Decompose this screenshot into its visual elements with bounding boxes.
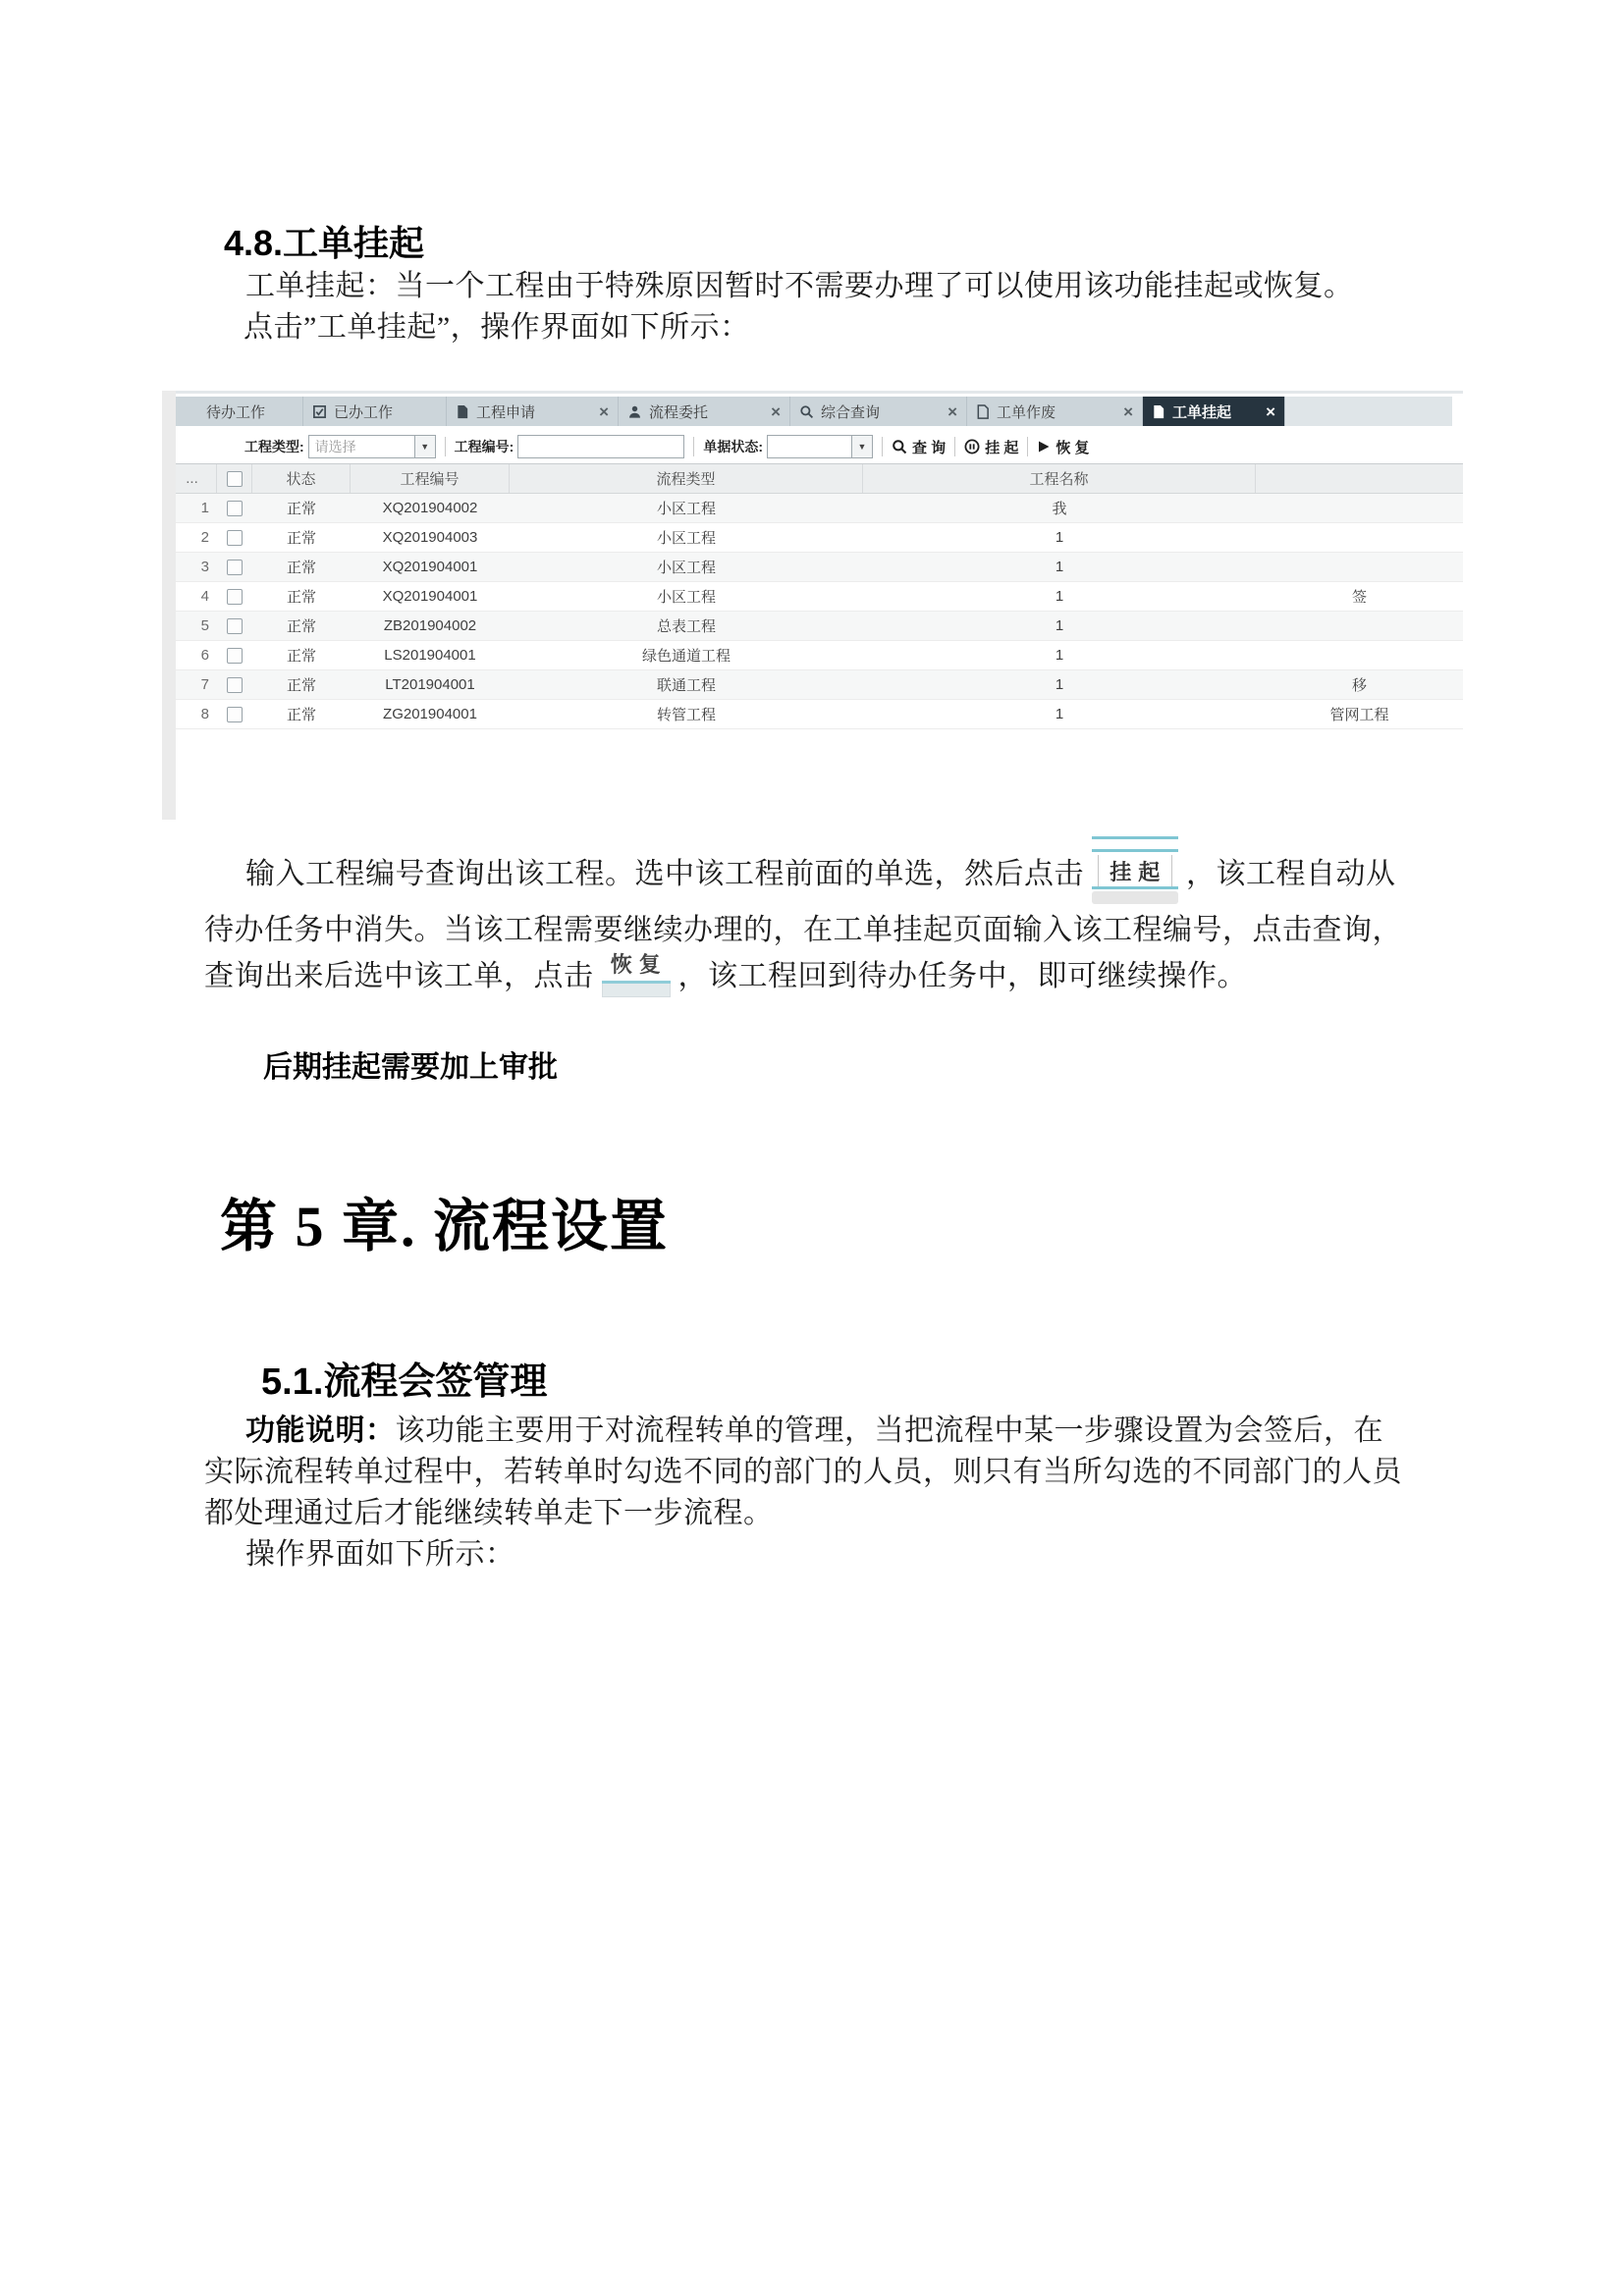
header-ellipsis: ... (176, 464, 217, 493)
row-number: 5 (200, 617, 209, 634)
tab-done-work[interactable] (303, 397, 447, 426)
close-icon[interactable]: × (947, 401, 957, 421)
screenshot-top-border (176, 391, 1463, 394)
row-checkbox-cell (217, 618, 252, 634)
cell-code: LT201904001 (385, 676, 475, 693)
tab-bar (176, 397, 1452, 426)
toolbar-divider (1027, 437, 1028, 456)
table-row[interactable] (176, 494, 1463, 523)
paragraph-5-1-line1 (245, 1406, 1383, 1449)
person-icon (627, 404, 642, 419)
cell-extra: 管网工程 (1329, 707, 1389, 723)
list-icon (185, 404, 199, 419)
tab-label: 工单作废 (997, 403, 1056, 421)
table-header-row (176, 463, 1463, 494)
paragraph-5-1-line2: 实际流程转单过程中，若转单时勾选不同的部门的人员，则只有当所勾选的不同部门的人员 (204, 1456, 1402, 1488)
header-status: 状态 (252, 464, 351, 493)
paragraph-text: 查询出来后选中该工单，点击 (204, 960, 594, 992)
tab-label: 综合查询 (821, 403, 881, 421)
tab-project-apply[interactable] (447, 397, 619, 426)
paragraph-text: 该功能主要用于对流程转单的管理，当把流程中某一步骤设置为会签后，在 (395, 1415, 1383, 1447)
cell-status: 正常 (286, 677, 316, 694)
pend-image-label: 挂 起 (1098, 855, 1172, 886)
chapter-5-heading: 第 5 章. 流程设置 (220, 1195, 670, 1258)
cell-code: XQ201904001 (382, 559, 478, 575)
cell-extra: 移 (1351, 677, 1367, 694)
close-icon[interactable]: × (599, 401, 609, 421)
paragraph-pend-line1 (245, 836, 1396, 904)
play-icon (1037, 440, 1051, 454)
query-button[interactable] (892, 437, 946, 457)
cell-flow: 转管工程 (656, 707, 716, 723)
cell-status: 正常 (286, 618, 316, 635)
paragraph-4-8-line1: 工单挂起：当一个工程由于特殊原因暂时不需要办理了可以使用该功能挂起或恢复。 (245, 270, 1354, 302)
file-icon (976, 404, 990, 419)
pend-button-image (1092, 836, 1178, 904)
cell-name: 1 (1055, 617, 1064, 634)
table-row[interactable] (176, 641, 1463, 670)
cell-name: 1 (1055, 559, 1064, 575)
row-checkbox[interactable] (227, 560, 243, 575)
row-checkbox[interactable] (227, 648, 243, 664)
toolbar-divider (445, 437, 446, 456)
tab-label: 工单挂起 (1172, 403, 1232, 421)
row-number: 6 (200, 647, 209, 664)
cell-flow: 小区工程 (656, 560, 716, 576)
orders-table (176, 463, 1463, 729)
close-icon[interactable]: × (1123, 401, 1133, 421)
cell-flow: 绿色通道工程 (641, 648, 731, 665)
search-icon (892, 439, 907, 454)
cell-flow: 总表工程 (656, 618, 716, 635)
cell-name: 1 (1055, 676, 1064, 693)
cell-code: XQ201904003 (382, 529, 478, 546)
screenshot-left-strip (162, 391, 176, 820)
spacer (1092, 839, 1178, 849)
row-checkbox[interactable] (227, 707, 243, 722)
tab-label: 待办工作 (206, 403, 266, 421)
file-icon (456, 404, 469, 419)
tab-order-void[interactable] (967, 397, 1143, 426)
cell-name: 1 (1055, 647, 1064, 664)
cell-name: 1 (1055, 706, 1064, 722)
row-number: 7 (200, 676, 209, 693)
tab-order-pend[interactable] (1143, 397, 1285, 426)
resume-button-image (602, 948, 671, 997)
project-type-label: 工程类型: (244, 439, 304, 454)
row-number: 2 (200, 529, 209, 546)
select-all-checkbox[interactable] (227, 471, 243, 487)
row-checkbox-cell (217, 501, 252, 516)
close-icon[interactable]: × (1266, 401, 1275, 421)
cell-status: 正常 (286, 560, 316, 576)
header-flow: 流程类型 (510, 464, 863, 493)
cell-extra: 签 (1351, 589, 1367, 606)
button-shade (1092, 891, 1178, 904)
pause-circle-icon (964, 439, 980, 454)
chevron-down-icon[interactable]: ▼ (851, 436, 872, 457)
table-row[interactable] (176, 553, 1463, 582)
row-number: 3 (200, 559, 209, 575)
cell-flow: 小区工程 (656, 530, 716, 547)
row-number: 8 (200, 706, 209, 722)
chevron-down-icon[interactable]: ▼ (414, 436, 435, 457)
tab-combined-query[interactable] (790, 397, 967, 426)
table-row[interactable] (176, 582, 1463, 612)
table-row[interactable] (176, 612, 1463, 641)
cell-code: XQ201904002 (382, 500, 478, 516)
project-code-label: 工程编号: (454, 439, 514, 454)
toolbar-divider (693, 437, 694, 456)
row-checkbox[interactable] (227, 530, 243, 546)
pend-button[interactable] (964, 437, 1018, 457)
toolbar-divider (954, 437, 955, 456)
row-checkbox-cell (217, 707, 252, 722)
header-extra (1256, 464, 1463, 493)
paragraph-5-1-line4: 操作界面如下所示： (245, 1538, 515, 1571)
doc-status-select[interactable] (767, 435, 873, 458)
cell-name: 我 (1052, 501, 1067, 517)
search-icon (799, 404, 814, 419)
paragraph-pend-line3 (204, 948, 1247, 997)
tab-flow-delegate[interactable] (619, 397, 790, 426)
table-row[interactable] (176, 523, 1463, 553)
cell-status: 正常 (286, 589, 316, 606)
project-code-input[interactable] (517, 435, 684, 458)
close-icon[interactable]: × (771, 401, 781, 421)
paragraph-text: ，该工程自动从 (1186, 857, 1396, 890)
cell-status: 正常 (286, 501, 316, 517)
tab-todo-work[interactable] (176, 397, 303, 426)
resume-button[interactable] (1037, 437, 1089, 457)
tab-label: 工程申请 (476, 403, 536, 421)
cell-flow: 联通工程 (656, 677, 716, 694)
filter-toolbar (176, 430, 1463, 463)
grid-line (1092, 886, 1178, 889)
header-checkbox-cell (217, 464, 252, 493)
toolbar-divider (882, 437, 883, 456)
paragraph-text: ，该工程回到待办任务中，即可继续操作。 (677, 960, 1247, 992)
section-4-8-heading: 4.8.工单挂起 (224, 223, 425, 263)
cell-name: 1 (1055, 588, 1064, 605)
resume-image-label: 恢 复 (610, 952, 662, 977)
cell-code: ZB201904002 (383, 617, 477, 634)
tab-label: 流程委托 (649, 403, 709, 421)
table-row[interactable] (176, 700, 1463, 729)
cell-status: 正常 (286, 530, 316, 547)
tab-label: 已办工作 (334, 403, 394, 421)
row-checkbox[interactable] (227, 677, 243, 693)
doc-status-label: 单据状态: (703, 439, 764, 454)
row-checkbox[interactable] (227, 589, 243, 605)
embedded-app-screenshot (162, 391, 1463, 820)
row-checkbox-cell (217, 589, 252, 605)
cell-code: LS201904001 (384, 647, 476, 664)
cell-code: ZG201904001 (383, 706, 477, 722)
row-checkbox[interactable] (227, 501, 243, 516)
row-checkbox-cell (217, 677, 252, 693)
section-5-1-heading: 5.1.流程会签管理 (261, 1362, 548, 1403)
row-number: 4 (200, 588, 209, 605)
paragraph-4-8-line2: 点击”工单挂起”，操作界面如下所示： (244, 311, 750, 344)
project-type-select[interactable] (308, 435, 436, 458)
row-checkbox-cell (217, 530, 252, 546)
cell-code: XQ201904001 (382, 588, 478, 605)
table-row[interactable] (176, 670, 1463, 700)
row-number: 1 (200, 500, 209, 516)
cell-name: 1 (1055, 529, 1064, 546)
resume-button-label: 恢 复 (1056, 439, 1090, 456)
note-approval-required: 后期挂起需要加上审批 (263, 1051, 558, 1084)
cell-flow: 小区工程 (656, 501, 716, 517)
cell-status: 正常 (286, 648, 316, 665)
checkbox-icon (312, 404, 327, 419)
pend-button-label: 挂 起 (985, 439, 1019, 456)
row-checkbox-cell (217, 560, 252, 575)
paragraph-5-1-line3: 都处理通过后才能继续转单走下一步流程。 (204, 1497, 774, 1529)
row-checkbox-cell (217, 648, 252, 664)
row-checkbox[interactable] (227, 618, 243, 634)
button-shade (602, 984, 671, 997)
file-icon (1152, 404, 1165, 419)
query-button-label: 查 询 (912, 439, 947, 456)
header-code: 工程编号 (351, 464, 510, 493)
paragraph-pend-line2: 待办任务中消失。当该工程需要继续办理的，在工单挂起页面输入该工程编号，点击查询， (204, 914, 1402, 946)
function-desc-label: 功能说明： (245, 1415, 396, 1447)
cell-flow: 小区工程 (656, 589, 716, 606)
project-type-value: 请选择 (314, 439, 356, 454)
header-name: 工程名称 (863, 464, 1256, 493)
cell-status: 正常 (286, 707, 316, 723)
paragraph-text: 输入工程编号查询出该工程。选中该工程前面的单选，然后点击 (245, 857, 1084, 890)
